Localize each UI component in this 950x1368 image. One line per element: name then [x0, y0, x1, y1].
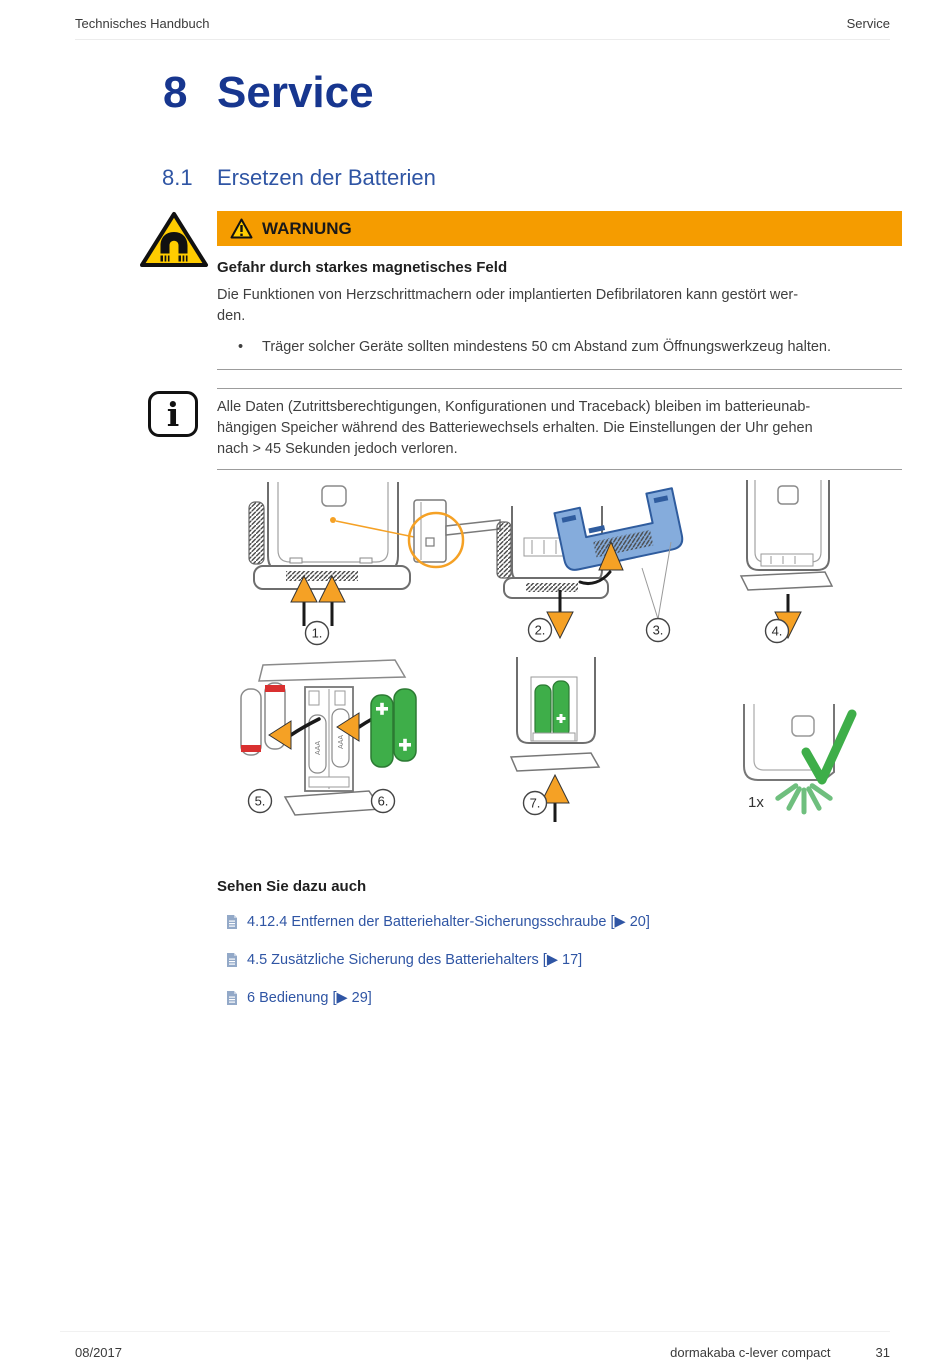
section-number: 8.1 [162, 165, 193, 191]
warning-body [217, 285, 902, 327]
document-icon [226, 991, 238, 1005]
figure-step-7-insert-tray [503, 657, 608, 822]
see-also-section [217, 878, 950, 1009]
battery-tray [741, 572, 832, 590]
battery-tray [285, 791, 381, 815]
cross-reference-link[interactable]: 4.5 Zusätzliche Sicherung des Batteriehalters [▶ 17] [247, 952, 583, 969]
info-icon [148, 391, 198, 437]
step-label-5: 5. [254, 793, 266, 809]
chapter-number: 8 [163, 68, 188, 117]
battery-size-label: AAA [315, 741, 322, 756]
warning-banner [217, 211, 902, 246]
lever-hole [322, 486, 346, 506]
cross-reference-link[interactable]: 4.12.4 Entfernen der Batteriehalter-Sicherungsschraube [▶ 20] [247, 914, 650, 931]
info-note [217, 388, 902, 470]
info-note-line: hängigen Speicher während des Batteriewechsels erhalten. Die Einstellungen der Uhr gehen [217, 420, 813, 437]
section-heading [0, 165, 950, 191]
header-chapter: Service [846, 16, 890, 31]
divider [217, 369, 902, 370]
warning-bullet [217, 339, 902, 355]
step-label-7: 7. [529, 795, 541, 811]
section-title: Ersetzen der Batterien [217, 165, 436, 191]
new-battery [535, 685, 551, 737]
footer-page-number: 31 [875, 1345, 890, 1360]
warning-bullet-text: Träger solcher Geräte sollten mindestens 50 cm Abstand zum Öffnungswerkzeug halten. [262, 339, 832, 356]
opening-tool [414, 500, 446, 562]
figure-step-1-open-cover [238, 480, 508, 648]
warning-label: WARNUNG [262, 218, 352, 238]
document-icon [226, 953, 238, 967]
info-note-line: nach > 45 Sekunden jedoch verloren. [217, 441, 458, 458]
cross-reference-link[interactable]: 6 Bedienung [▶ 29] [247, 990, 372, 1007]
figure-success-signal [728, 668, 858, 816]
lock-bottom-edge [259, 660, 405, 681]
figure-steps-2-3-remove-cover [490, 478, 700, 648]
new-battery [553, 681, 569, 737]
page-header [75, 0, 890, 40]
chapter-heading [0, 70, 950, 116]
warning-body-line: Die Funktionen von Herzschrittmachern oder implantierten Defibrilatoren kann gestört wer- [217, 287, 799, 304]
magnetic-field-warning-icon [139, 211, 209, 274]
beep-rays-icon [778, 786, 830, 812]
cap-grip-texture [286, 571, 358, 581]
chapter-title: Service [217, 68, 374, 117]
see-also-link-row [226, 911, 950, 933]
step-label-1: 1. [311, 625, 323, 641]
see-also-link-row [226, 987, 950, 1009]
figure-step-4-pull-tray [731, 480, 843, 644]
grip-texture [249, 502, 264, 564]
bullet-marker [238, 339, 262, 355]
lever-hole [792, 716, 814, 736]
battery-cover-bracket [554, 488, 684, 572]
info-icon-glyph: i [166, 394, 180, 434]
footer-date: 08/2017 [75, 1345, 122, 1360]
header-doc-title: Technisches Handbuch [75, 16, 210, 31]
warning-body-line: den. [217, 308, 246, 325]
battery-tray [511, 753, 599, 771]
battery-contacts [761, 554, 813, 566]
see-also-heading: Sehen Sie dazu auch [217, 878, 367, 896]
beep-count-label: 1x [748, 794, 764, 812]
figure-steps-5-6-swap-batteries [233, 657, 428, 819]
warning-triangle-icon [230, 218, 253, 239]
step-label-6: 6. [377, 793, 389, 809]
footer-product: dormakaba c-lever compact [670, 1345, 831, 1360]
step-label-2: 2. [534, 622, 546, 638]
step-label-3: 3. [652, 622, 664, 638]
battery-size-label: AAA [338, 735, 345, 750]
see-also-link-row [226, 949, 950, 971]
warning-heading: Gefahr durch starkes magnetisches Feld [217, 259, 508, 277]
step-label-4: 4. [771, 623, 783, 639]
footer-divider [60, 1331, 890, 1332]
info-note-line: Alle Daten (Zutrittsberechtigungen, Konfigurationen und Traceback) bleiben im batterieunab- [217, 399, 811, 416]
content-column [217, 211, 902, 470]
battery-replacement-figure [0, 470, 950, 822]
page-footer [75, 1345, 890, 1360]
lever-hole [778, 486, 798, 504]
document-icon [226, 915, 238, 929]
